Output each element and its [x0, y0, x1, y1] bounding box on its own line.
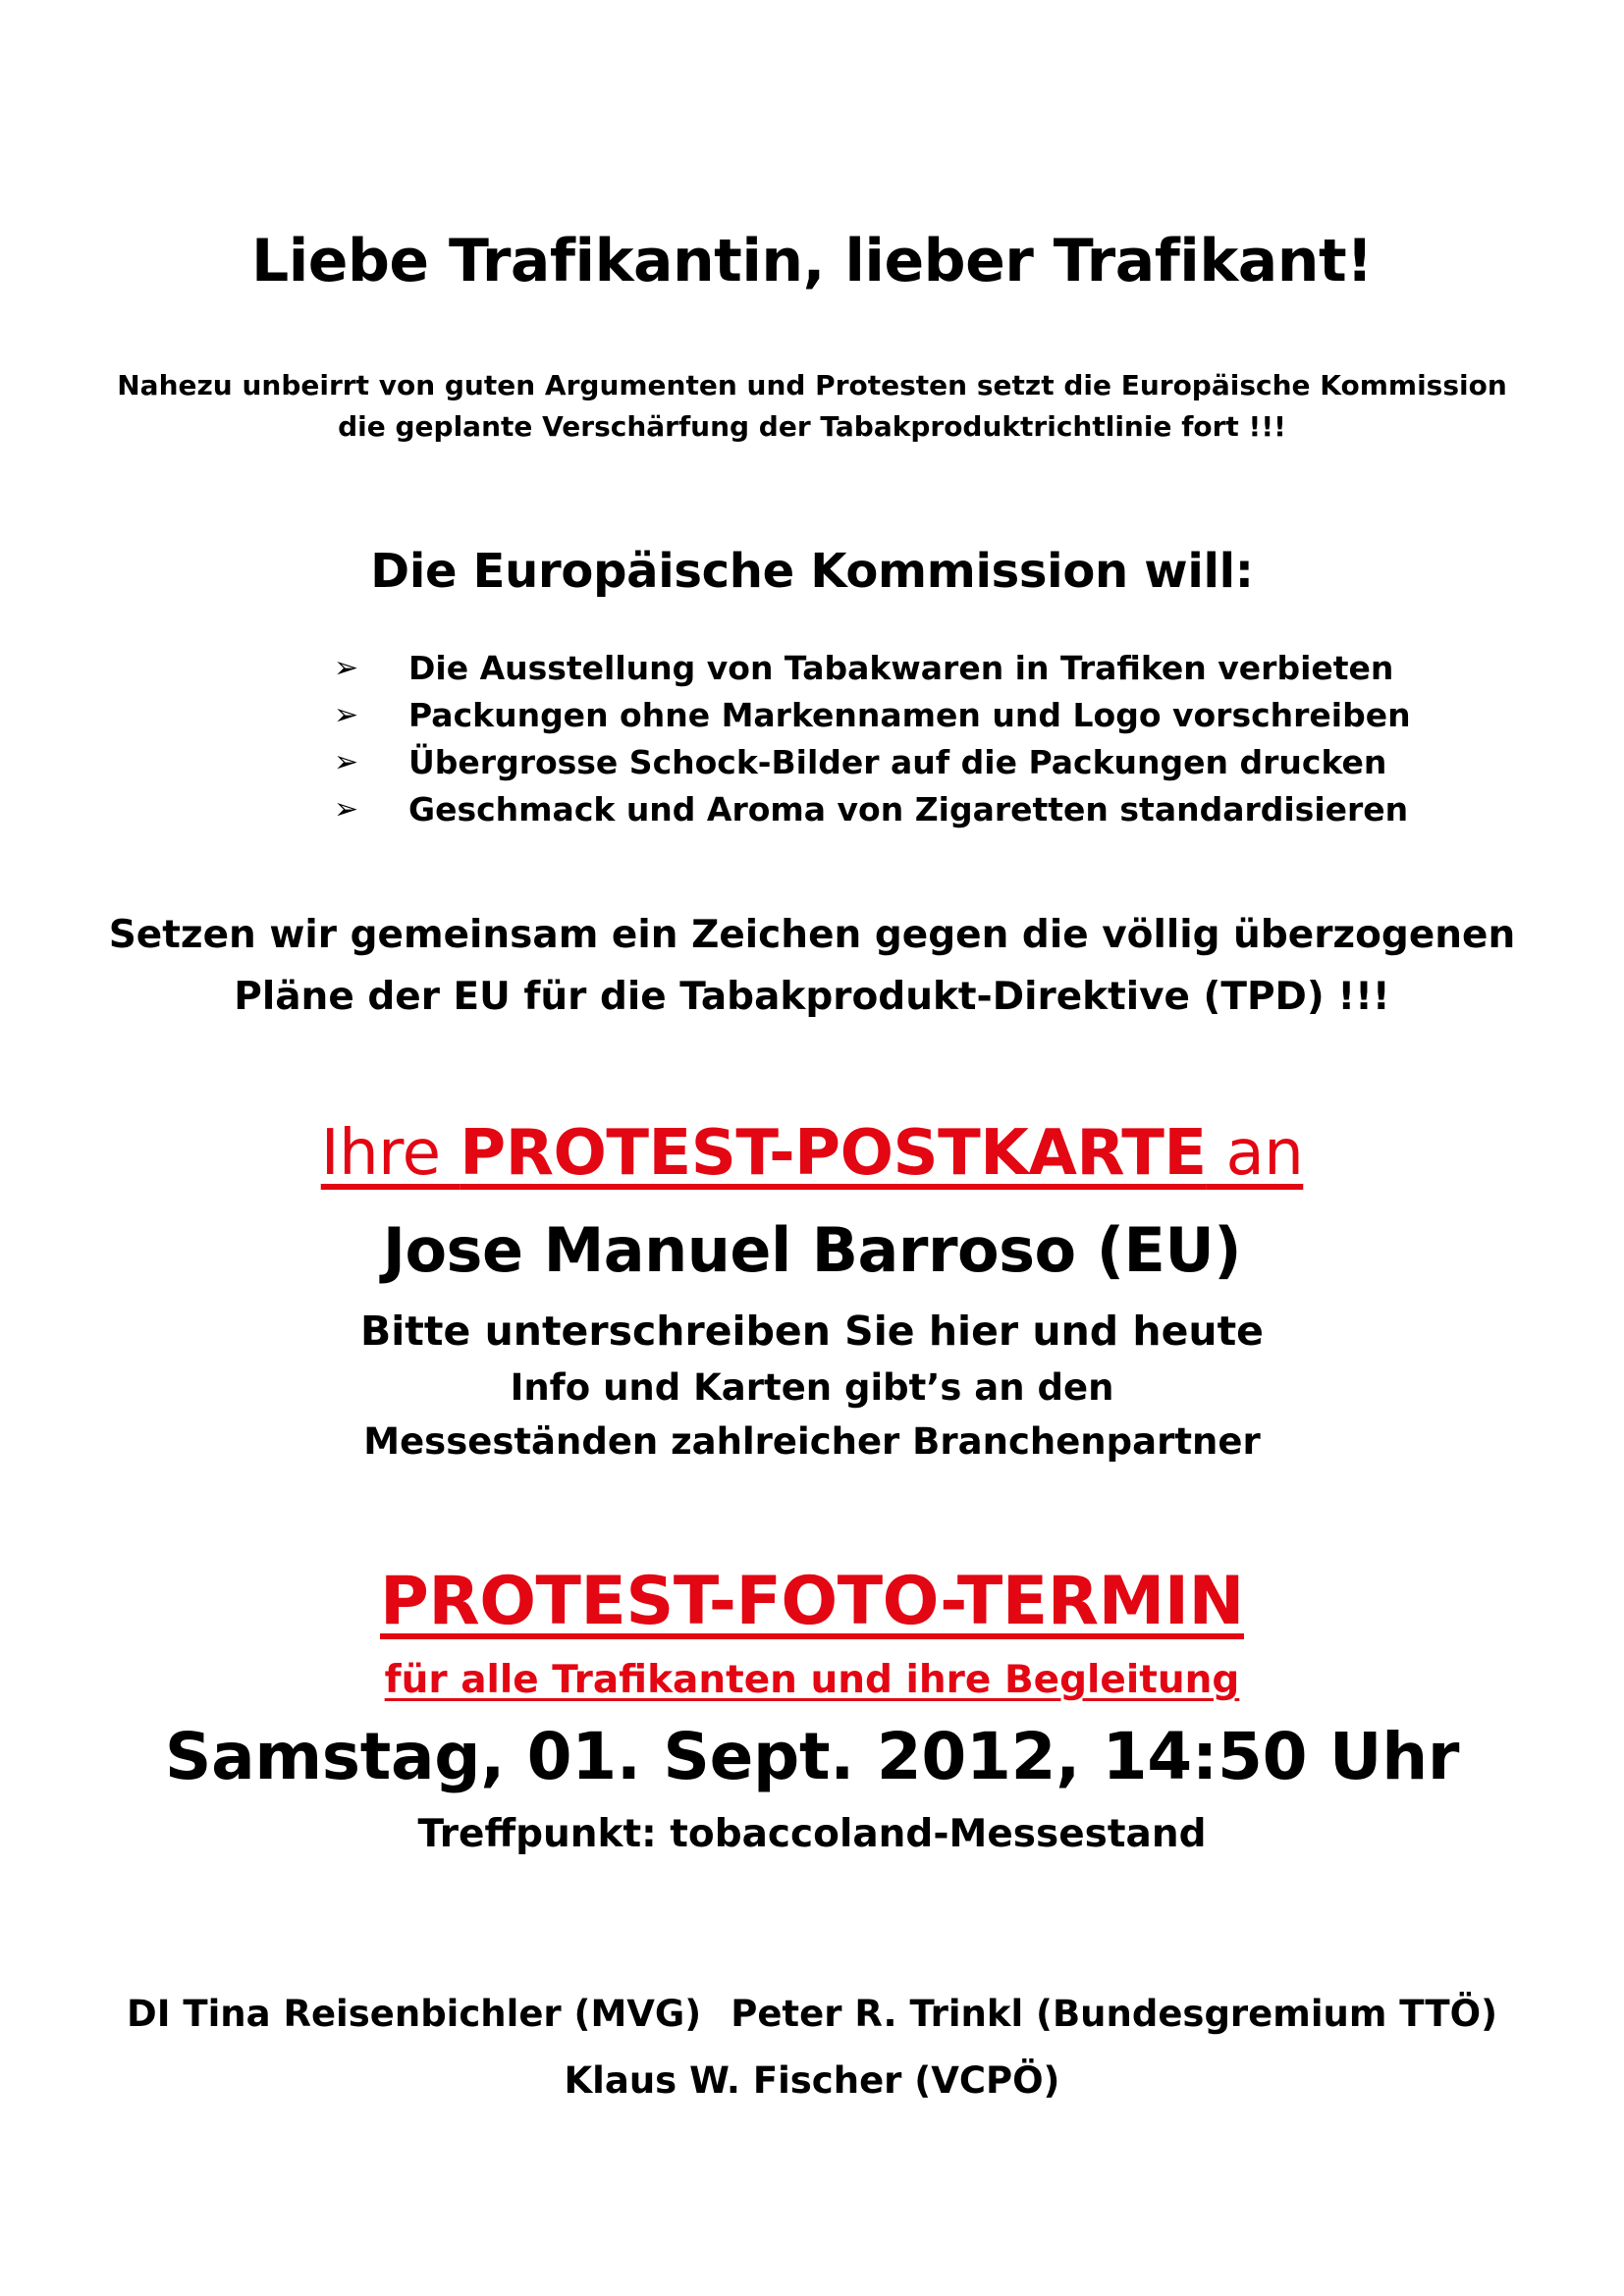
list-item: [334, 644, 1411, 691]
postcard-prefix: Ihre: [320, 1117, 460, 1190]
list-item-text: Die Ausstellung von Tabakwaren in Trafiken verbieten: [408, 648, 1394, 687]
list-item: [334, 738, 1411, 785]
signatories-line-2: Klaus W. Fischer (VCPÖ): [564, 2059, 1060, 2102]
arrow-bullet-icon: ➢: [334, 697, 359, 732]
list-item: [334, 691, 1411, 738]
page-title: Liebe Trafikantin, lieber Trafikant!: [250, 227, 1374, 295]
photo-event-title-text: PROTEST-FOTO-TERMIN: [380, 1563, 1244, 1640]
arrow-bullet-icon: ➢: [334, 744, 359, 779]
photo-event-datetime: Samstag, 01. Sept. 2012, 14:50 Uhr: [164, 1719, 1460, 1794]
intro-line-2: die geplante Verschärfung der Tabakproduktrichtlinie fort !!!: [338, 410, 1286, 443]
call-to-action-line-2: Pläne der EU für die Tabakprodukt-Direktive (TPD) !!!: [234, 975, 1390, 1019]
commission-demands-list: [334, 644, 1411, 832]
list-item-text: Übergrosse Schock-Bilder auf die Packungen drucken: [408, 742, 1387, 781]
list-item-text: Geschmack und Aroma von Zigaretten standardisieren: [408, 789, 1409, 828]
sign-instruction-line-1: Bitte unterschreiben Sie hier und heute: [360, 1308, 1264, 1355]
call-to-action-line-1: Setzen wir gemeinsam ein Zeichen gegen die völlig überzogenen: [108, 913, 1516, 957]
postcard-suffix: an: [1206, 1117, 1304, 1190]
postcard-heading: [0, 1117, 1624, 1190]
signatory-second: Peter R. Trinkl (Bundesgremium TTÖ): [731, 1993, 1497, 2035]
list-item-text: Packungen ohne Markennamen und Logo vorschreiben: [408, 695, 1411, 734]
meeting-point: Treffpunkt: tobaccoland-Messestand: [417, 1812, 1207, 1856]
arrow-bullet-icon: ➢: [334, 650, 359, 685]
list-item: [334, 785, 1411, 832]
sign-instruction-line-2: Info und Karten gibt’s an den: [510, 1366, 1114, 1409]
postcard-recipient: Jose Manuel Barroso (EU): [382, 1214, 1242, 1286]
photo-event-subtitle: [0, 1658, 1624, 1702]
sign-instruction-line-3: Messeständen zahlreicher Branchenpartner: [363, 1420, 1261, 1463]
postcard-heading-text: [321, 1117, 1304, 1190]
intro-line-1: Nahezu unbeirrt von guten Argumenten und Protesten setzt die Europäische Kommission: [117, 369, 1507, 401]
signatories-line-1: [0, 1993, 1624, 2035]
arrow-bullet-icon: ➢: [334, 791, 359, 827]
commission-heading: Die Europäische Kommission will:: [370, 544, 1254, 599]
photo-event-title: [0, 1563, 1624, 1640]
signatory-first: DI Tina Reisenbichler (MVG): [127, 1993, 702, 2035]
photo-event-subtitle-text: für alle Trafikanten und ihre Begleitung: [384, 1658, 1240, 1702]
postcard-highlight: PROTEST-POSTKARTE: [460, 1117, 1207, 1190]
